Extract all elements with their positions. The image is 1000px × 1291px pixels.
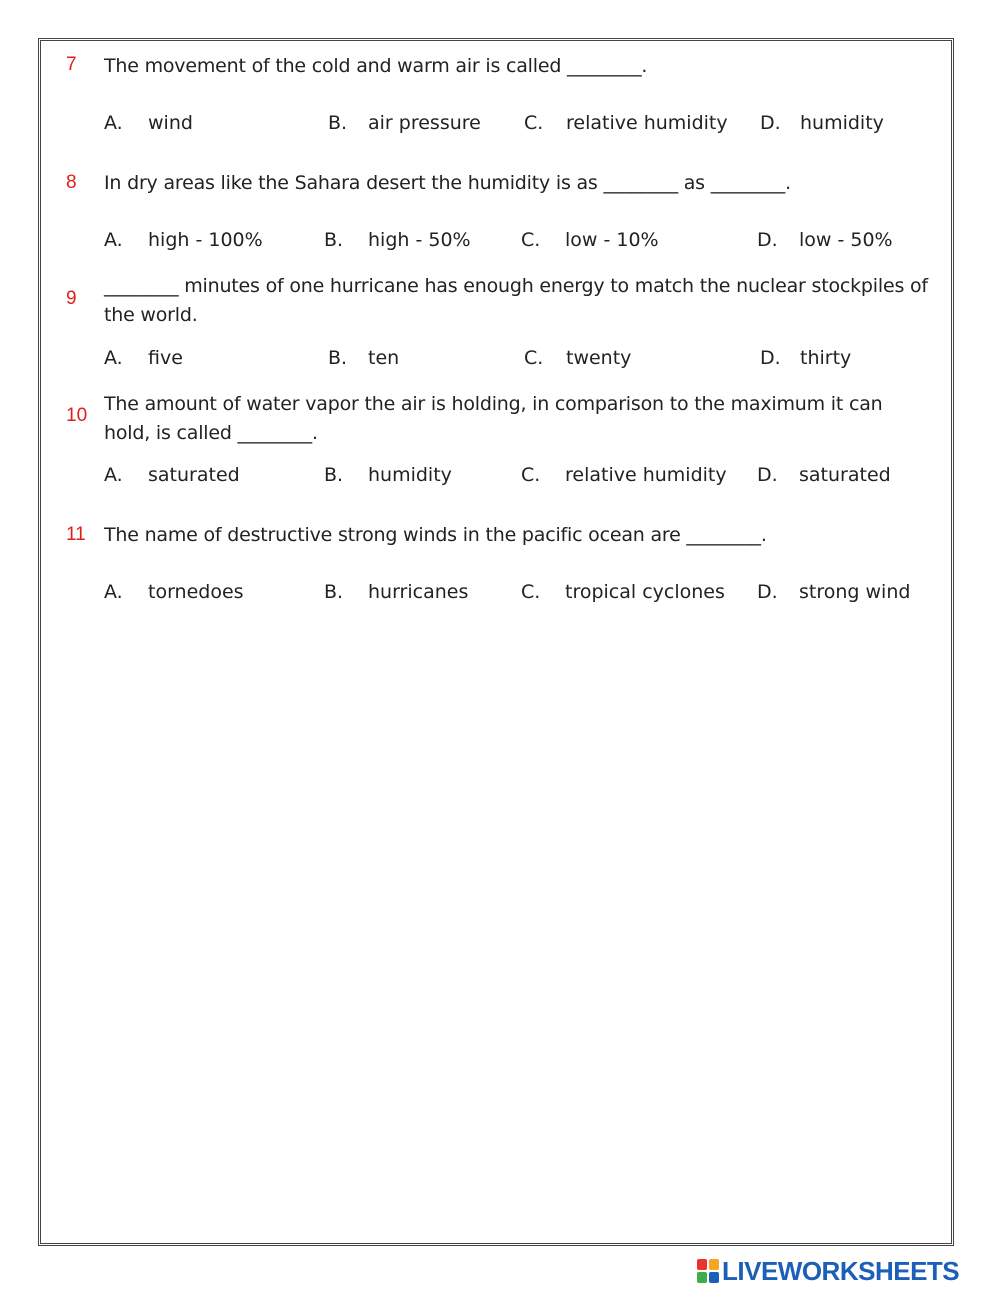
worksheet-border (38, 38, 954, 1246)
question-text: The amount of water vapor the air is holding, in comparison to the maximum it can hold, is called ________. (104, 393, 883, 444)
option-a[interactable]: A. saturated (104, 464, 240, 486)
option-c[interactable]: C. twenty (524, 347, 632, 369)
option-b[interactable]: B. hurricanes (324, 581, 469, 603)
option-a[interactable]: A. high - 100% (104, 229, 263, 251)
option-a[interactable]: A. tornedoes (104, 581, 244, 603)
option-d[interactable]: D. thirty (760, 347, 852, 369)
logo-block-icon (697, 1259, 707, 1270)
question-text: ________ minutes of one hurricane has enough energy to match the nuclear stockpiles of the world. (104, 275, 928, 326)
option-d[interactable]: D. strong wind (757, 581, 911, 603)
option-d[interactable]: D. saturated (757, 464, 891, 486)
question-number: 11 (66, 524, 86, 545)
option-c[interactable]: C. tropical cyclones (521, 581, 725, 603)
question-text: The name of destructive strong winds in the pacific ocean are ________. (104, 524, 767, 546)
logo-block-icon (697, 1272, 707, 1283)
option-b[interactable]: B. air pressure (328, 112, 481, 134)
liveworksheets-logo-icon (697, 1259, 719, 1283)
question-number: 7 (66, 54, 77, 75)
option-b[interactable]: B. ten (328, 347, 400, 369)
option-d[interactable]: D. low - 50% (757, 229, 893, 251)
option-c[interactable]: C. low - 10% (521, 229, 659, 251)
logo-block-icon (709, 1259, 719, 1270)
logo-text: LIVEWORKSHEETS (722, 1255, 960, 1286)
question-number: 8 (66, 172, 77, 193)
option-a[interactable]: A. five (104, 347, 183, 369)
option-d[interactable]: D. humidity (760, 112, 884, 134)
option-b[interactable]: B. humidity (324, 464, 452, 486)
question-number: 9 (66, 288, 77, 309)
option-a[interactable]: A. wind (104, 112, 193, 134)
liveworksheets-logo[interactable] (697, 1257, 959, 1285)
option-c[interactable]: C. relative humidity (521, 464, 727, 486)
option-c[interactable]: C. relative humidity (524, 112, 728, 134)
option-b[interactable]: B. high - 50% (324, 229, 471, 251)
question-text: In dry areas like the Sahara desert the humidity is as ________ as ________. (104, 172, 791, 194)
question-number: 10 (66, 405, 88, 426)
question-text: The movement of the cold and warm air is called ________. (104, 55, 648, 77)
logo-block-icon (709, 1272, 719, 1283)
